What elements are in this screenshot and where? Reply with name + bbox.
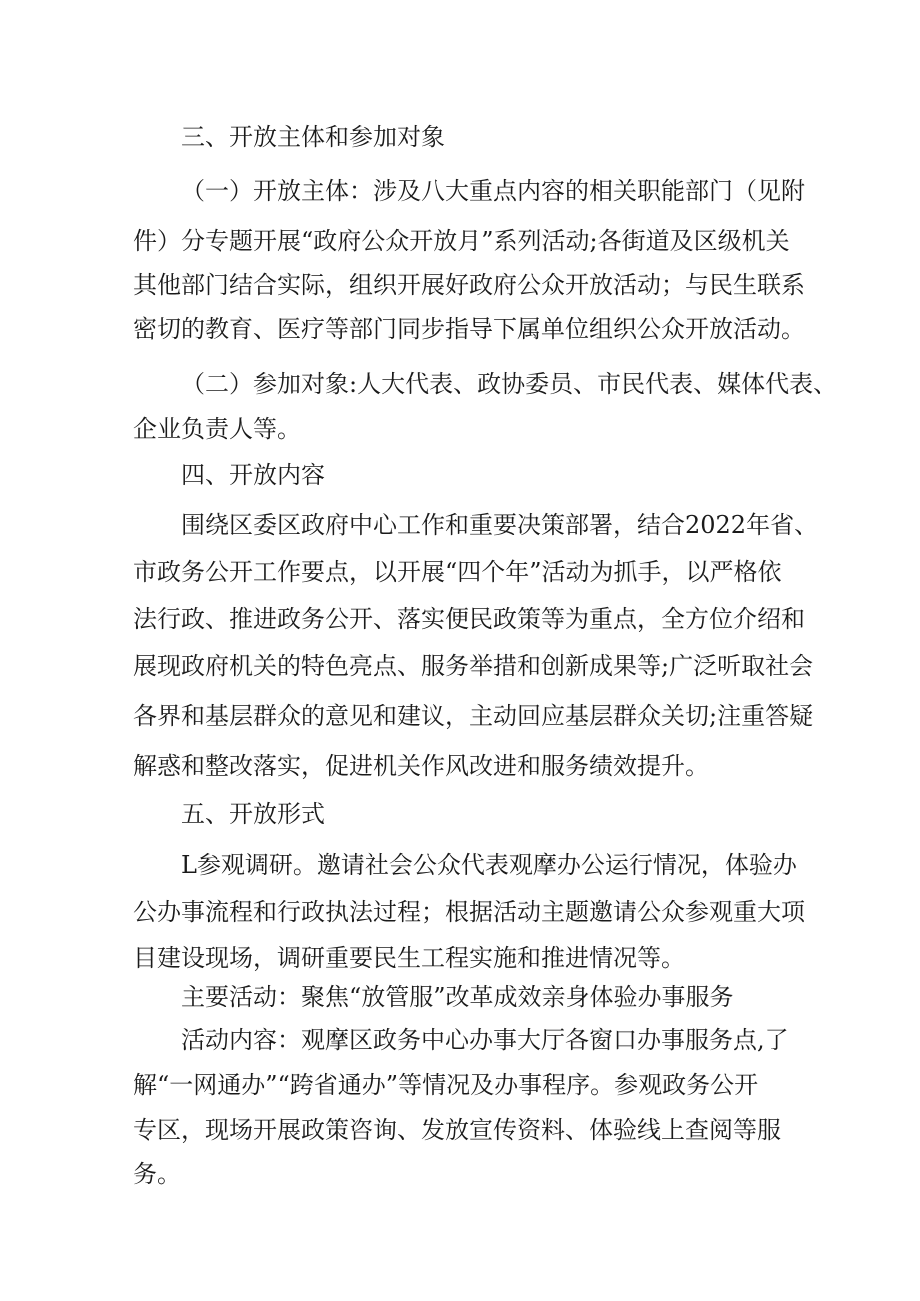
paragraph-line: 公办事流程和行政执法过程；根据活动主题邀请公众参观重大项 [133, 898, 805, 926]
paragraph-line: 企业负责人等。 [133, 415, 301, 443]
section-heading-4: 四、开放内容 [181, 461, 325, 489]
paragraph-line: 务。 [133, 1160, 181, 1188]
paragraph-line: 各界和基层群众的意见和建议，主动回应基层群众关切;注重答疑 [133, 702, 814, 730]
paragraph-line: 解“一网通办”“跨省通办”等情况及办事程序。参观政务公开 [133, 1071, 759, 1099]
paragraph-line: 活动内容：观摩区政务中心办事大厅各窗口办事服务点,了 [181, 1026, 789, 1054]
paragraph-line: 密切的教育、医疗等部门同步指导下属单位组织公众开放活动。 [133, 315, 805, 343]
paragraph-line: 解惑和整改落实，促进机关作风改进和服务绩效提升。 [133, 752, 709, 780]
paragraph-line: 市政务公开工作要点，以开展“四个年”活动为抓手，以严格依 [133, 558, 782, 586]
paragraph-line: 其他部门结合实际，组织开展好政府公众开放活动；与民生联系 [133, 271, 805, 299]
paragraph-line: （一）开放主体：涉及八大重点内容的相关职能部门（见附 [181, 177, 805, 205]
section-heading-5: 五、开放形式 [181, 800, 325, 828]
paragraph-line: 主要活动：聚焦“放管服”改革成效亲身体验办事服务 [181, 983, 734, 1011]
paragraph-line: 围绕区委区政府中心工作和重要决策部署，结合2022年省、 [181, 511, 819, 539]
paragraph-line: L参观调研。邀请社会公众代表观摩办公运行情况，体验办 [181, 851, 797, 879]
paragraph-line: 件）分专题开展“政府公众开放月”系列活动;各街道及区级机关 [133, 227, 790, 255]
section-heading-3: 三、开放主体和参加对象 [181, 123, 445, 151]
paragraph-line: （二）参加对象:人大代表、政协委员、市民代表、媒体代表、 [181, 370, 838, 398]
paragraph-line: 目建设现场，调研重要民生工程实施和推进情况等。 [133, 944, 685, 972]
paragraph-line: 法行政、推进政务公开、落实便民政策等为重点，全方位介绍和 [133, 605, 805, 633]
paragraph-line: 展现政府机关的特色亮点、服务举措和创新成果等;广泛听取社会 [133, 652, 814, 680]
paragraph-line: 专区，现场开展政策咨询、发放宣传资料、体验线上查阅等服 [133, 1116, 781, 1144]
